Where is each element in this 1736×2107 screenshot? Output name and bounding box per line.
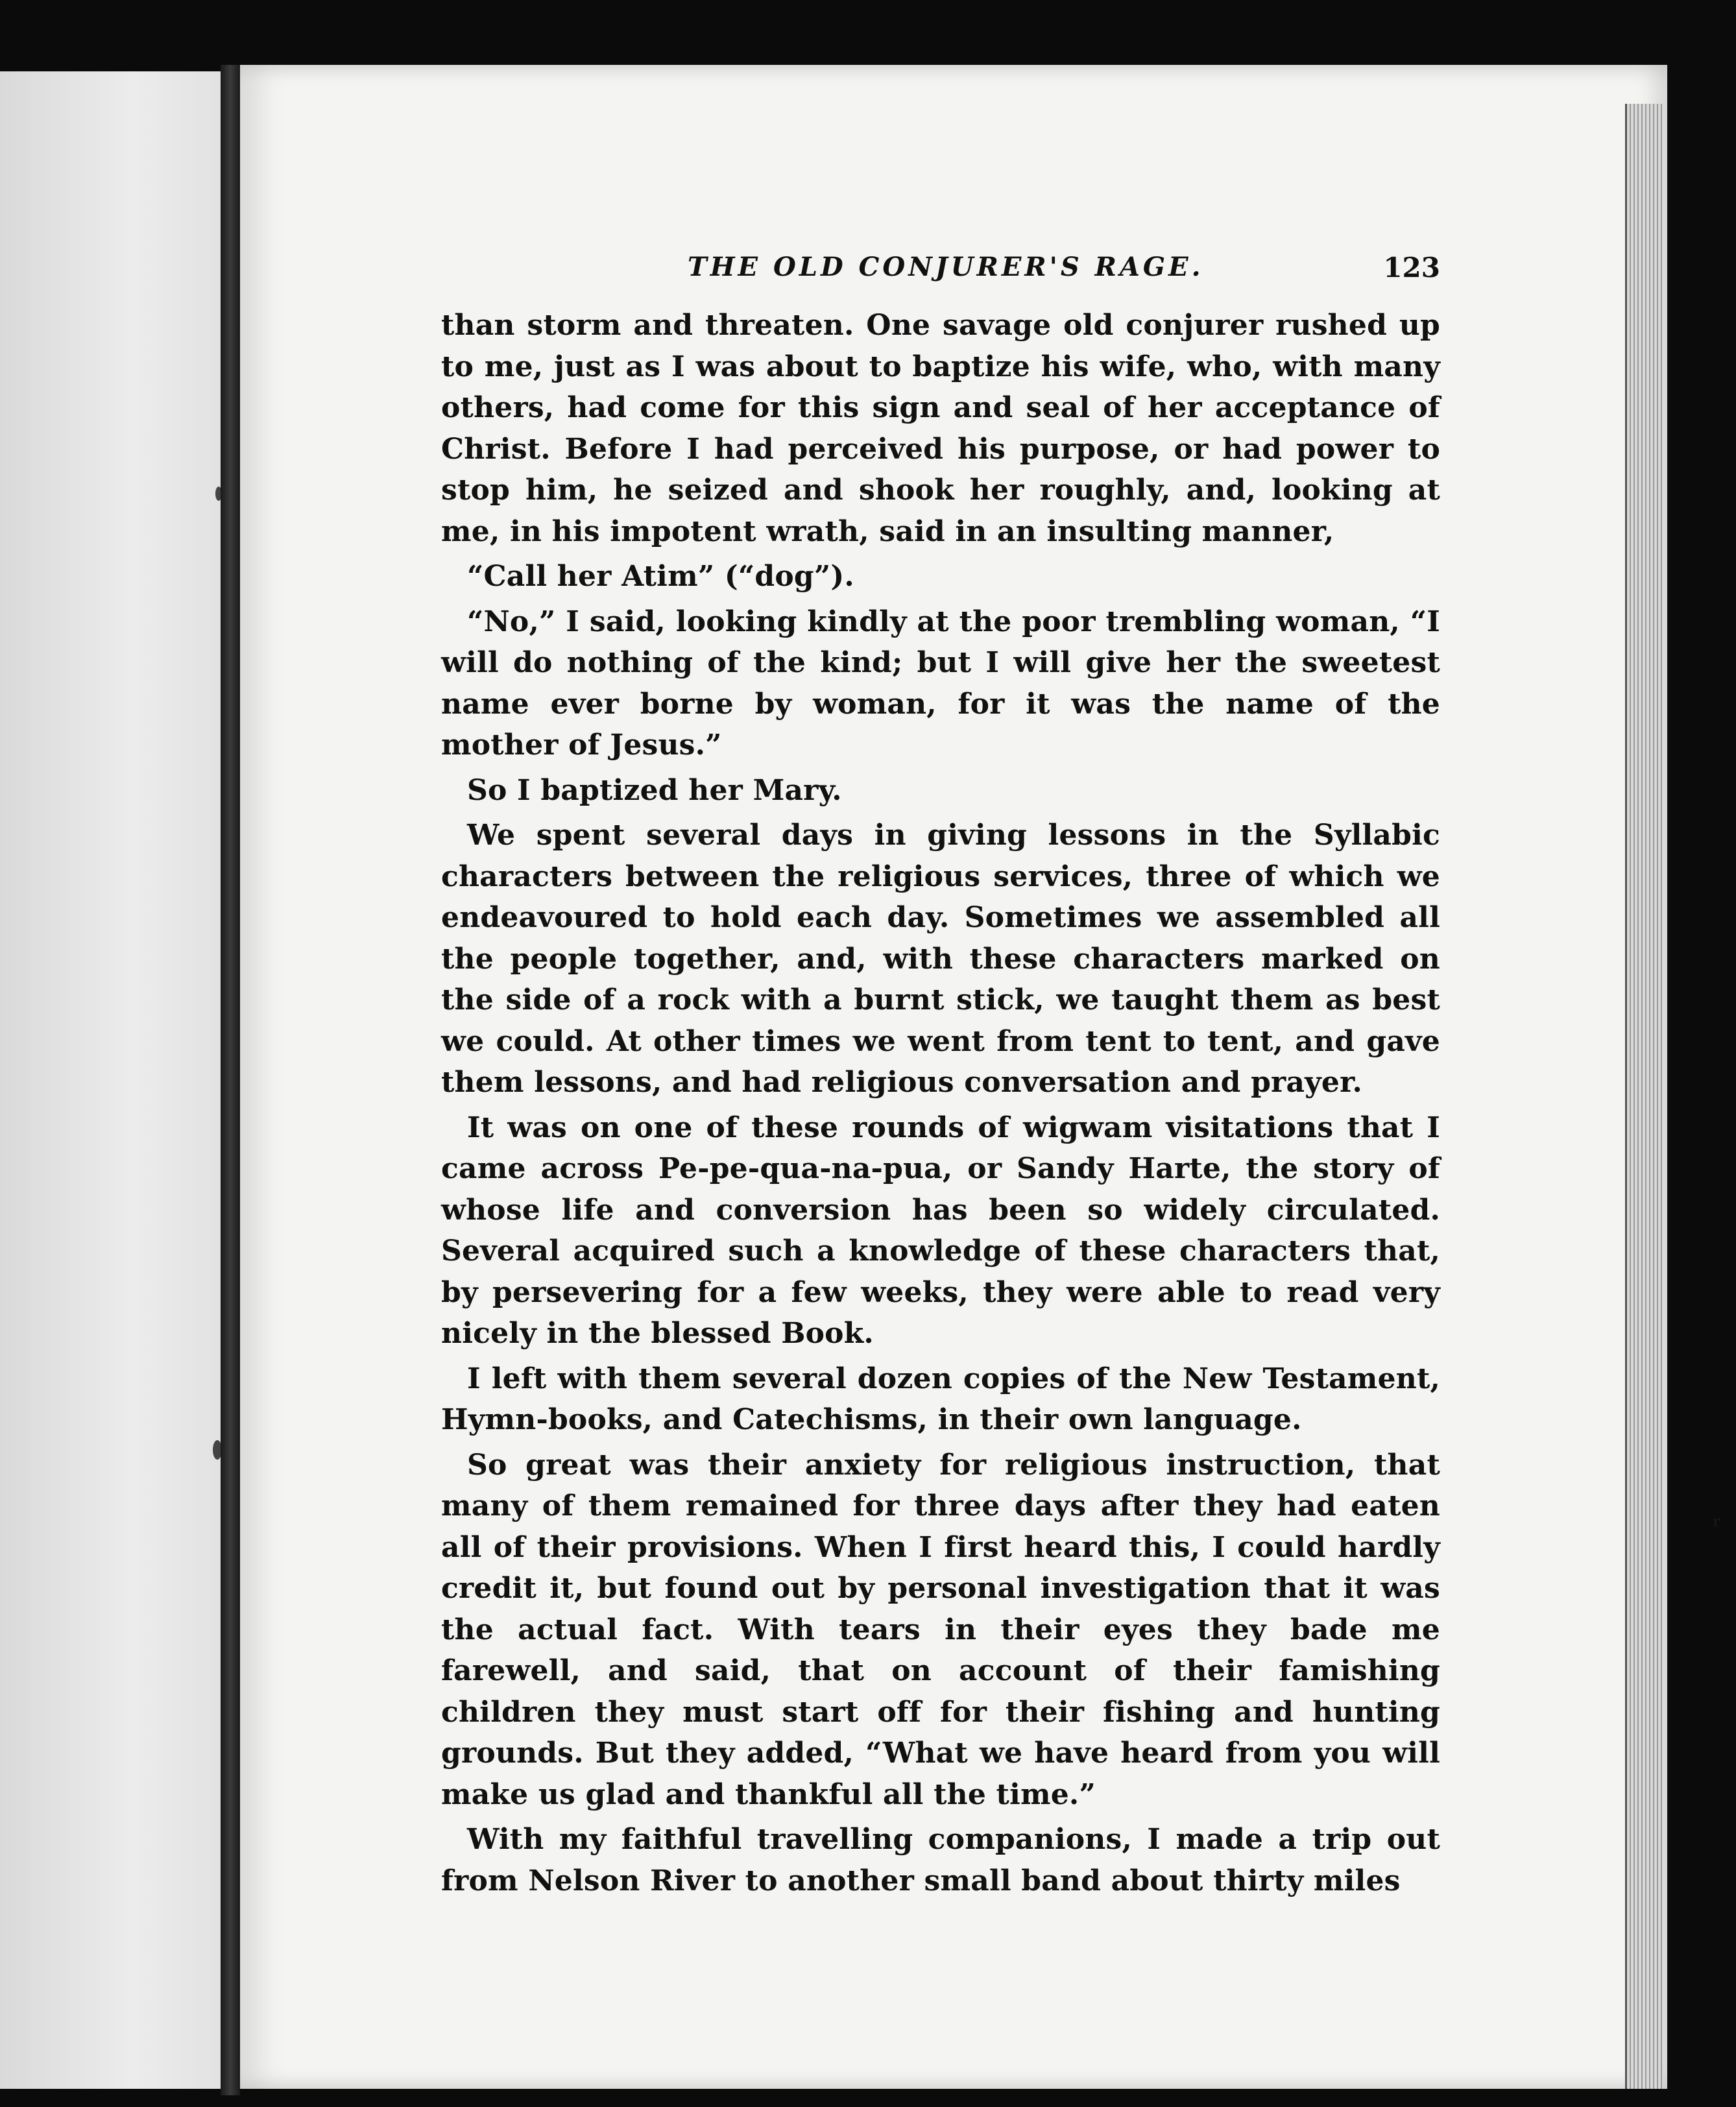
paragraph: “Call her Atim” (“dog”). (467, 560, 854, 593)
book-gutter (221, 65, 240, 2095)
paragraph: So I baptized her Mary. (467, 773, 842, 807)
paragraph: We spent several days in giving lessons in the Syllabic characters between the religious services, three of which we endeavoured to hold each day. Sometimes we assembled all the people together, and, with these characters marked on the side of a rock with a burnt stick, we taught them as best we could. At other times we went from tent to tent, and gave them lessons, and had religious conversation and prayer. (441, 819, 1440, 1099)
paragraph: than storm and threaten. One savage old conjurer rushed up to me, just as I was about to baptize his wife, who, with many others, had come for this sign and seal of her acceptance of Christ. Before I had perceived his purpose, or had power to stop him, he seized and shook her roughly, and, looking at me, in his impotent wrath, said in an insulting manner, (441, 309, 1440, 548)
running-head (441, 240, 1440, 292)
running-title: THE OLD CONJURER'S RAGE. (688, 252, 1204, 282)
margin-mark: ʳ (1713, 1511, 1722, 1541)
paragraph: “No,” I said, looking kindly at the poor trembling woman, “I will do nothing of the kind; but I will give her the sweetest name ever borne by woman, for it was the name of the mother of Jesus.” (441, 605, 1440, 762)
page-text (441, 240, 1440, 1905)
paragraph: With my faithful travelling companions, I made a trip out from Nelson River to another small band about thirty miles (441, 1823, 1440, 1897)
paragraph: So great was their anxiety for religious instruction, that many of them remained for three days after they had eaten all of their provisions. When I first heard this, I could hardly credit it, but found out by personal investigation that it was the actual fact. With tears in their eyes they bade me farewell, and said, that on account of their famishing children they must start off for their fishing and hunting grounds. But they added, “What we have heard from you will make us glad and thankful all the time.” (441, 1448, 1440, 1811)
facing-page (0, 71, 224, 2089)
page-number: 123 (1383, 252, 1440, 283)
paragraph: It was on one of these rounds of wigwam visitations that I came across Pe-pe-qua-na-pua, or Sandy Harte, the story of whose life and conversion has been so widely circulated. Several acquired such a knowledge of these characters that, by persevering for a few weeks, they were able to read very nicely in the blessed Book. (441, 1111, 1440, 1350)
page-edge-stack (1625, 104, 1663, 2089)
paragraph: I left with them several dozen copies of the New Testament, Hymn-books, and Catechisms, in their own language. (441, 1362, 1440, 1436)
